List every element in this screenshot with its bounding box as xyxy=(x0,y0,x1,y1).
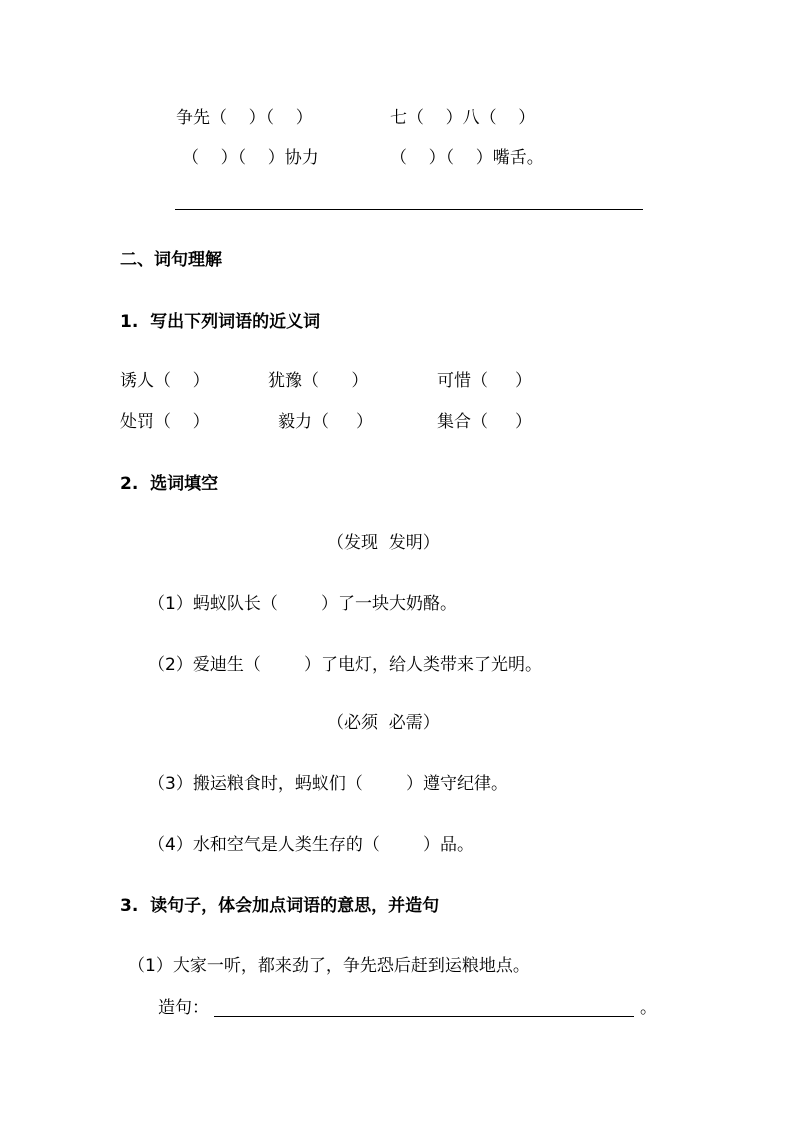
q1-title: 1. 写出下列词语的近义词 xyxy=(120,312,321,332)
idiom-row1-left: 争先（ ）（ ） xyxy=(176,108,313,128)
idiom-row1-right: 七（ ）八（ ） xyxy=(390,108,536,128)
fill-sentence: （3）搬运粮食时，蚂蚁们（ ）遵守纪律。 xyxy=(148,774,509,794)
synonym-item: 集合（ ） xyxy=(437,412,533,432)
example-sentence: （1）大家一听，都来劲了，争先恐后赶到运粮地点。 xyxy=(128,956,530,976)
word-choice-group: （必须 必需） xyxy=(327,713,440,733)
section-heading: 二、词句理解 xyxy=(120,250,222,270)
synonym-item: 诱人（ ） xyxy=(120,371,210,391)
synonym-item: 可惜（ ） xyxy=(437,371,533,391)
synonym-item: 毅力（ ） xyxy=(278,412,374,432)
idiom-row2-left: （ ）（ ）协力 xyxy=(182,148,319,168)
synonym-item: 犹豫（ ） xyxy=(268,371,369,391)
word-choice-group: （发现 发明） xyxy=(327,533,440,553)
fill-sentence: （2）爱迪生（ ）了电灯，给人类带来了光明。 xyxy=(148,655,543,675)
fill-sentence: （4）水和空气是人类生存的（ ）品。 xyxy=(148,835,475,855)
make-sentence-label: 造句： xyxy=(158,998,209,1018)
idiom-row2-right: （ ）（ ）嘴舌。 xyxy=(390,148,544,168)
make-sentence-input[interactable] xyxy=(214,1016,634,1017)
q2-title: 2. 选词填空 xyxy=(120,474,219,494)
sentence-end-mark: 。 xyxy=(640,998,657,1018)
q3-title: 3. 读句子，体会加点词语的意思，并造句 xyxy=(120,896,440,916)
synonym-item: 处罚（ ） xyxy=(120,412,210,432)
fill-sentence: （1）蚂蚁队长（ ）了一块大奶酪。 xyxy=(148,594,458,614)
answer-line xyxy=(175,209,643,210)
